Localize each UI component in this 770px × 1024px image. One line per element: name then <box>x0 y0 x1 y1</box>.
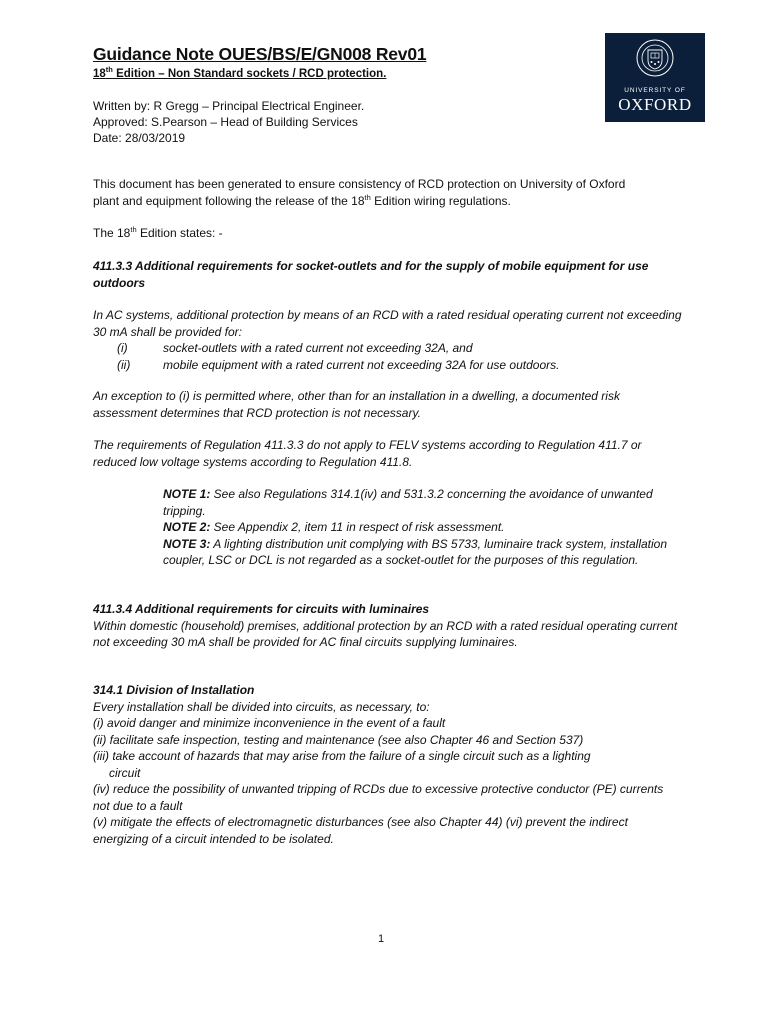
regulation-411-3-3-requirements: The requirements of Regulation 411.3.3 do not apply to FELV systems according to Regulation 411.7 or reduced low voltage systems according to Regulation 411.8. <box>93 438 642 469</box>
regulation-314-1-intro: Every installation shall be divided into circuits, as necessary, to: <box>93 699 430 714</box>
intro-line-2 <box>93 193 683 210</box>
intro-line-2-end: Edition wiring regulations. <box>370 193 511 208</box>
list-item-number: (i) <box>117 341 128 355</box>
regulation-notes <box>163 486 683 569</box>
subtitle-edition-number: 18 <box>93 68 106 80</box>
list-item-text: mobile equipment with a rated current not exceeding 32A for use outdoors. <box>163 357 560 372</box>
note-text: See Appendix 2, item 11 in respect of risk assessment. <box>210 520 505 534</box>
edition-states-superscript: th <box>130 225 137 234</box>
regulation-411-3-3-exception: An exception to (i) is permitted where, other than for an installation in a dwelling, a documented risk assessment determines that RCD protection is not necessary. <box>93 389 620 420</box>
regulation-411-3-4 <box>93 601 683 651</box>
approved-by: Approved: S.Pearson – Head of Building Services <box>93 115 358 129</box>
intro-line-1: This document has been generated to ensure consistency of RCD protection on University of Oxford <box>93 177 626 191</box>
list-item-text: socket-outlets with a rated current not exceeding 32A, and <box>163 341 473 355</box>
logo-university-of: UNIVERSITY OF <box>624 87 686 94</box>
regulation-411-3-3-para-1: In AC systems, additional protection by means of an RCD with a rated residual operating current not exceeding 30 mA shall be provided for: <box>93 308 682 339</box>
note-label: NOTE 1: <box>163 487 211 501</box>
subtitle-text: Edition – Non Standard sockets / RCD protection. <box>112 68 387 80</box>
intro-paragraph <box>93 176 683 209</box>
regulation-411-3-3-body <box>93 307 683 373</box>
list-item-continuation: circuit <box>109 765 141 780</box>
document-subtitle <box>93 65 387 80</box>
document-date: Date: 28/03/2019 <box>93 131 186 145</box>
list-item: (v) mitigate the effects of electromagnetic disturbances (see also Chapter 44) (vi) prevent the indirect energizing of a circuit intended to be isolated. <box>93 815 628 846</box>
note-1 <box>163 486 683 519</box>
note-3 <box>163 536 683 569</box>
note-label: NOTE 3: <box>163 536 211 551</box>
note-text: A lighting distribution unit complying with BS 5733, luminaire track system, installation coupler, LSC or DCL is not regarded as a socket-outlet for the purposes of this regulation. <box>163 536 667 567</box>
edition-states <box>93 225 683 242</box>
list-item: (iv) reduce the possibility of unwanted tripping of RCDs due to excessive protective conductor (PE) currents not due to a fault <box>93 782 664 813</box>
note-2 <box>163 519 683 536</box>
note-text: See also Regulations 314.1(iv) and 531.3.2 concerning the avoidance of unwanted tripping. <box>163 487 653 518</box>
regulation-411-3-3-heading: 411.3.3 Additional requirements for socket-outlets and for the supply of mobile equipment for use outdoors <box>93 259 649 290</box>
list-item-number: (ii) <box>117 357 131 372</box>
edition-states-text: The 18 <box>93 226 131 240</box>
list-item: (i) avoid danger and minimize inconvenience in the event of a fault <box>93 716 446 730</box>
regulation-314-1-heading: 314.1 Division of Installation <box>93 683 255 697</box>
document-meta <box>93 98 364 146</box>
regulation-314-1 <box>93 682 683 847</box>
edition-states-end: Edition states: - <box>136 226 223 240</box>
regulation-411-3-4-text: Within domestic (household) premises, additional protection by an RCD with a rated residual operating current not exceeding 30 mA shall be provided for AC final circuits supplying luminaires. <box>93 618 678 649</box>
list-item: (iii) take account of hazards that may arise from the failure of a single circuit such as a lighting <box>93 749 591 763</box>
oxford-crest-icon <box>635 38 675 78</box>
intro-line-2-superscript: th <box>364 192 371 202</box>
list-item <box>93 340 683 357</box>
logo-oxford: OXFORD <box>618 95 692 114</box>
note-label: NOTE 2: <box>163 520 211 534</box>
list-item <box>93 357 683 374</box>
intro-line-2-text: plant and equipment following the release of the 18 <box>93 193 365 208</box>
university-logo <box>605 33 705 122</box>
page-number: 1 <box>378 933 385 945</box>
subtitle-superscript: th <box>105 65 113 75</box>
document-title: Guidance Note OUES/BS/E/GN008 Rev01 <box>93 44 427 64</box>
written-by: Written by: R Gregg – Principal Electrical Engineer. <box>93 99 365 113</box>
list-item: (ii) facilitate safe inspection, testing and maintenance (see also Chapter 46 and Section 537) <box>93 732 584 747</box>
regulation-411-3-4-heading: 411.3.4 Additional requirements for circuits with luminaires <box>93 602 430 616</box>
